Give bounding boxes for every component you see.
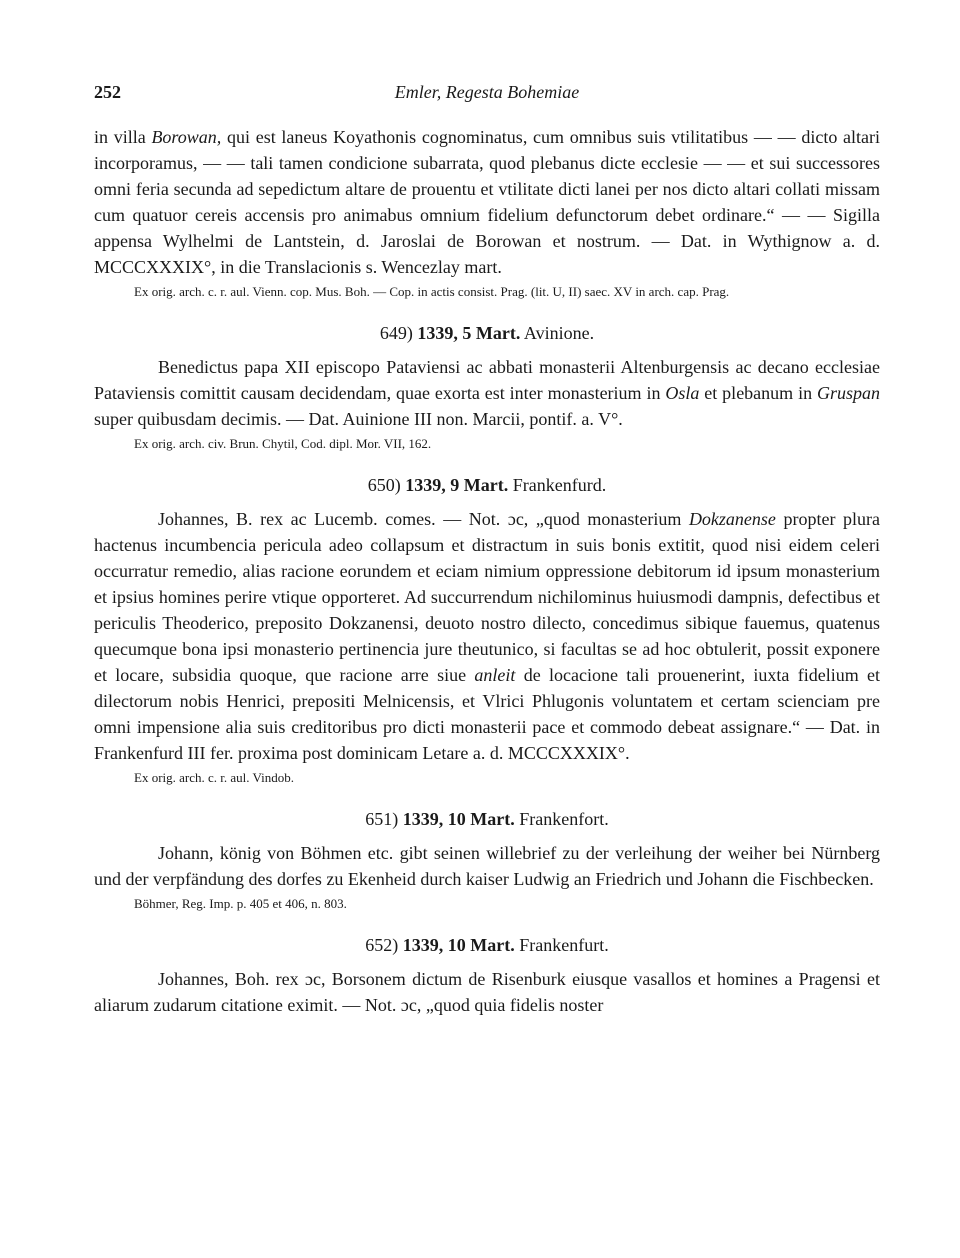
entry-heading-651 — [94, 806, 880, 832]
running-head: Emler, Regesta Bohemiae — [394, 82, 580, 102]
source-citation: Böhmer, Reg. Imp. p. 405 et 406, n. 803. — [134, 896, 347, 911]
entry-heading-650 — [94, 472, 880, 498]
entry-place: Frankenfurt. — [519, 935, 609, 955]
place-name-italic: Osla — [665, 383, 700, 403]
text-run: in villa — [94, 127, 152, 147]
entry-date: 1339, 9 Mart. — [405, 475, 509, 495]
entry-date: 1339, 10 Mart. — [402, 935, 515, 955]
place-name-italic: Gruspan — [816, 383, 880, 403]
entry-text-650 — [94, 506, 880, 766]
text-run: super quibusdam decimis. — Dat. Auinione III non. Marcii, pontif. a. V°. — [94, 409, 623, 429]
text-run: de locacione tali prouenerint, iuxta fidelium et dilectorum nobis Henrici, prepositi Melnicensis, et Vlrici Phlugonis voluntatem et certam scienciam pre omni impensione alia suis creditoribus pro dicti monasterii pace et commodo debeat assignare.“ — Dat. in Frankenfurd III fer. proxima post dominicam Letare a. d. MCCCXXXIX°. — [94, 665, 881, 763]
entry-number: 649) — [379, 323, 413, 343]
entry-heading-652 — [94, 932, 880, 958]
page-number: 252 — [94, 82, 121, 102]
entry-place: Frankenfort. — [519, 809, 609, 829]
document-page — [94, 82, 880, 1018]
word-italic: anleit — [474, 665, 516, 685]
text-run: Johannes, Boh. rex ɔc, Borsonem dictum de Risenburk eiusque vasallos et homines a Pragensi et aliarum zudarum citatione eximit. — Not. ɔc, „quod quia fidelis noster — [94, 969, 880, 1015]
entry-place: Avinione. — [523, 323, 595, 343]
text-run: qui est laneus Koyathonis cognominatus, cum omnibus suis vtilitatibus — — dicto altari incorporamus, — — tali tamen condicione subarrata, quod plebanus dicte ecclesie — — et sui successores omni feria secunda ad sepedictum altare de prouentu et vtilitate dicti lanei per nos dicto altari collati missam cum quatuor cereis accensis pro animabus omnium fidelium defunctorum debet ordinare.“ — — Sigilla appensa Wylhelmi de Lantstein, d. Jaroslai de Borowan et nostrum. — Dat. in Wythignow a. d. MCCCXXXIX°, in die Translacionis s. Wencezlay mart. — [94, 127, 881, 277]
text-run: Benedictus papa XII episcopo Pataviensi ac abbati monasterii Altenburgensis ac decano ecclesiae Pataviensis comittit causam decidendam, quae exorta est inter monasterium in — [94, 357, 880, 403]
entry-number: 651) — [365, 809, 399, 829]
entry-date: 1339, 5 Mart. — [417, 323, 521, 343]
entry-text-649 — [94, 354, 880, 432]
text-run: propter plura hactenus incumbencia pericula adeo collapsum et distractum in suis bonis extitit, quod nisi eidem celeri occurratur remedio, alias racione eorundem et eciam nimium oppressione debitorum id ipsum monasterium et ipsius homines perire vtique opporteret. Ad succurrendum nichilominus huiusmodi dampnis, defectibus et periculis Theoderico, preposito Dokzanensi, deuoto nostro dilecto, concedimus sibique fauemus, quatenus quecumque bona ipsi monasterio pertinencia jure theutunico, si facultas se ad hoc obtulerit, possit exponere et locare, subsidia quoque, que racione arre siue — [94, 509, 880, 685]
source-citation: Ex orig. arch. c. r. aul. Vienn. cop. Mus. Boh. — Cop. in actis consist. Prag. (lit. U, II) saec. XV in arch. cap. Prag. — [134, 284, 730, 299]
entry-place: Frankenfurd. — [512, 475, 607, 495]
text-run: et plebanum in — [699, 383, 817, 403]
place-name-italic: Dokzanense — [688, 509, 776, 529]
text-run: Johann, könig von Böhmen etc. gibt seinen willebrief zu der verleihung der weiher bei Nürnberg und der verpfändung des dorfes zu Ekenheid durch kaiser Ludwig an Friedrich und Johann die Fischbecken. — [94, 843, 880, 889]
source-citation: Ex orig. arch. civ. Brun. Chytil, Cod. dipl. Mor. VII, 162. — [134, 436, 432, 451]
continuation-paragraph — [94, 124, 880, 280]
source-citation: Ex orig. arch. c. r. aul. Vindob. — [134, 770, 294, 785]
entry-number: 650) — [367, 475, 401, 495]
page-header — [94, 82, 880, 112]
entry-heading-649 — [94, 320, 880, 346]
entry-text-652 — [94, 966, 880, 1018]
text-run: Johannes, B. rex ac Lucemb. comes. — Not. ɔc, „quod monasterium — [158, 509, 689, 529]
entry-number: 652) — [365, 935, 399, 955]
place-name-italic: Borowan, — [151, 127, 222, 147]
entry-text-651 — [94, 840, 880, 892]
entry-date: 1339, 10 Mart. — [402, 809, 515, 829]
